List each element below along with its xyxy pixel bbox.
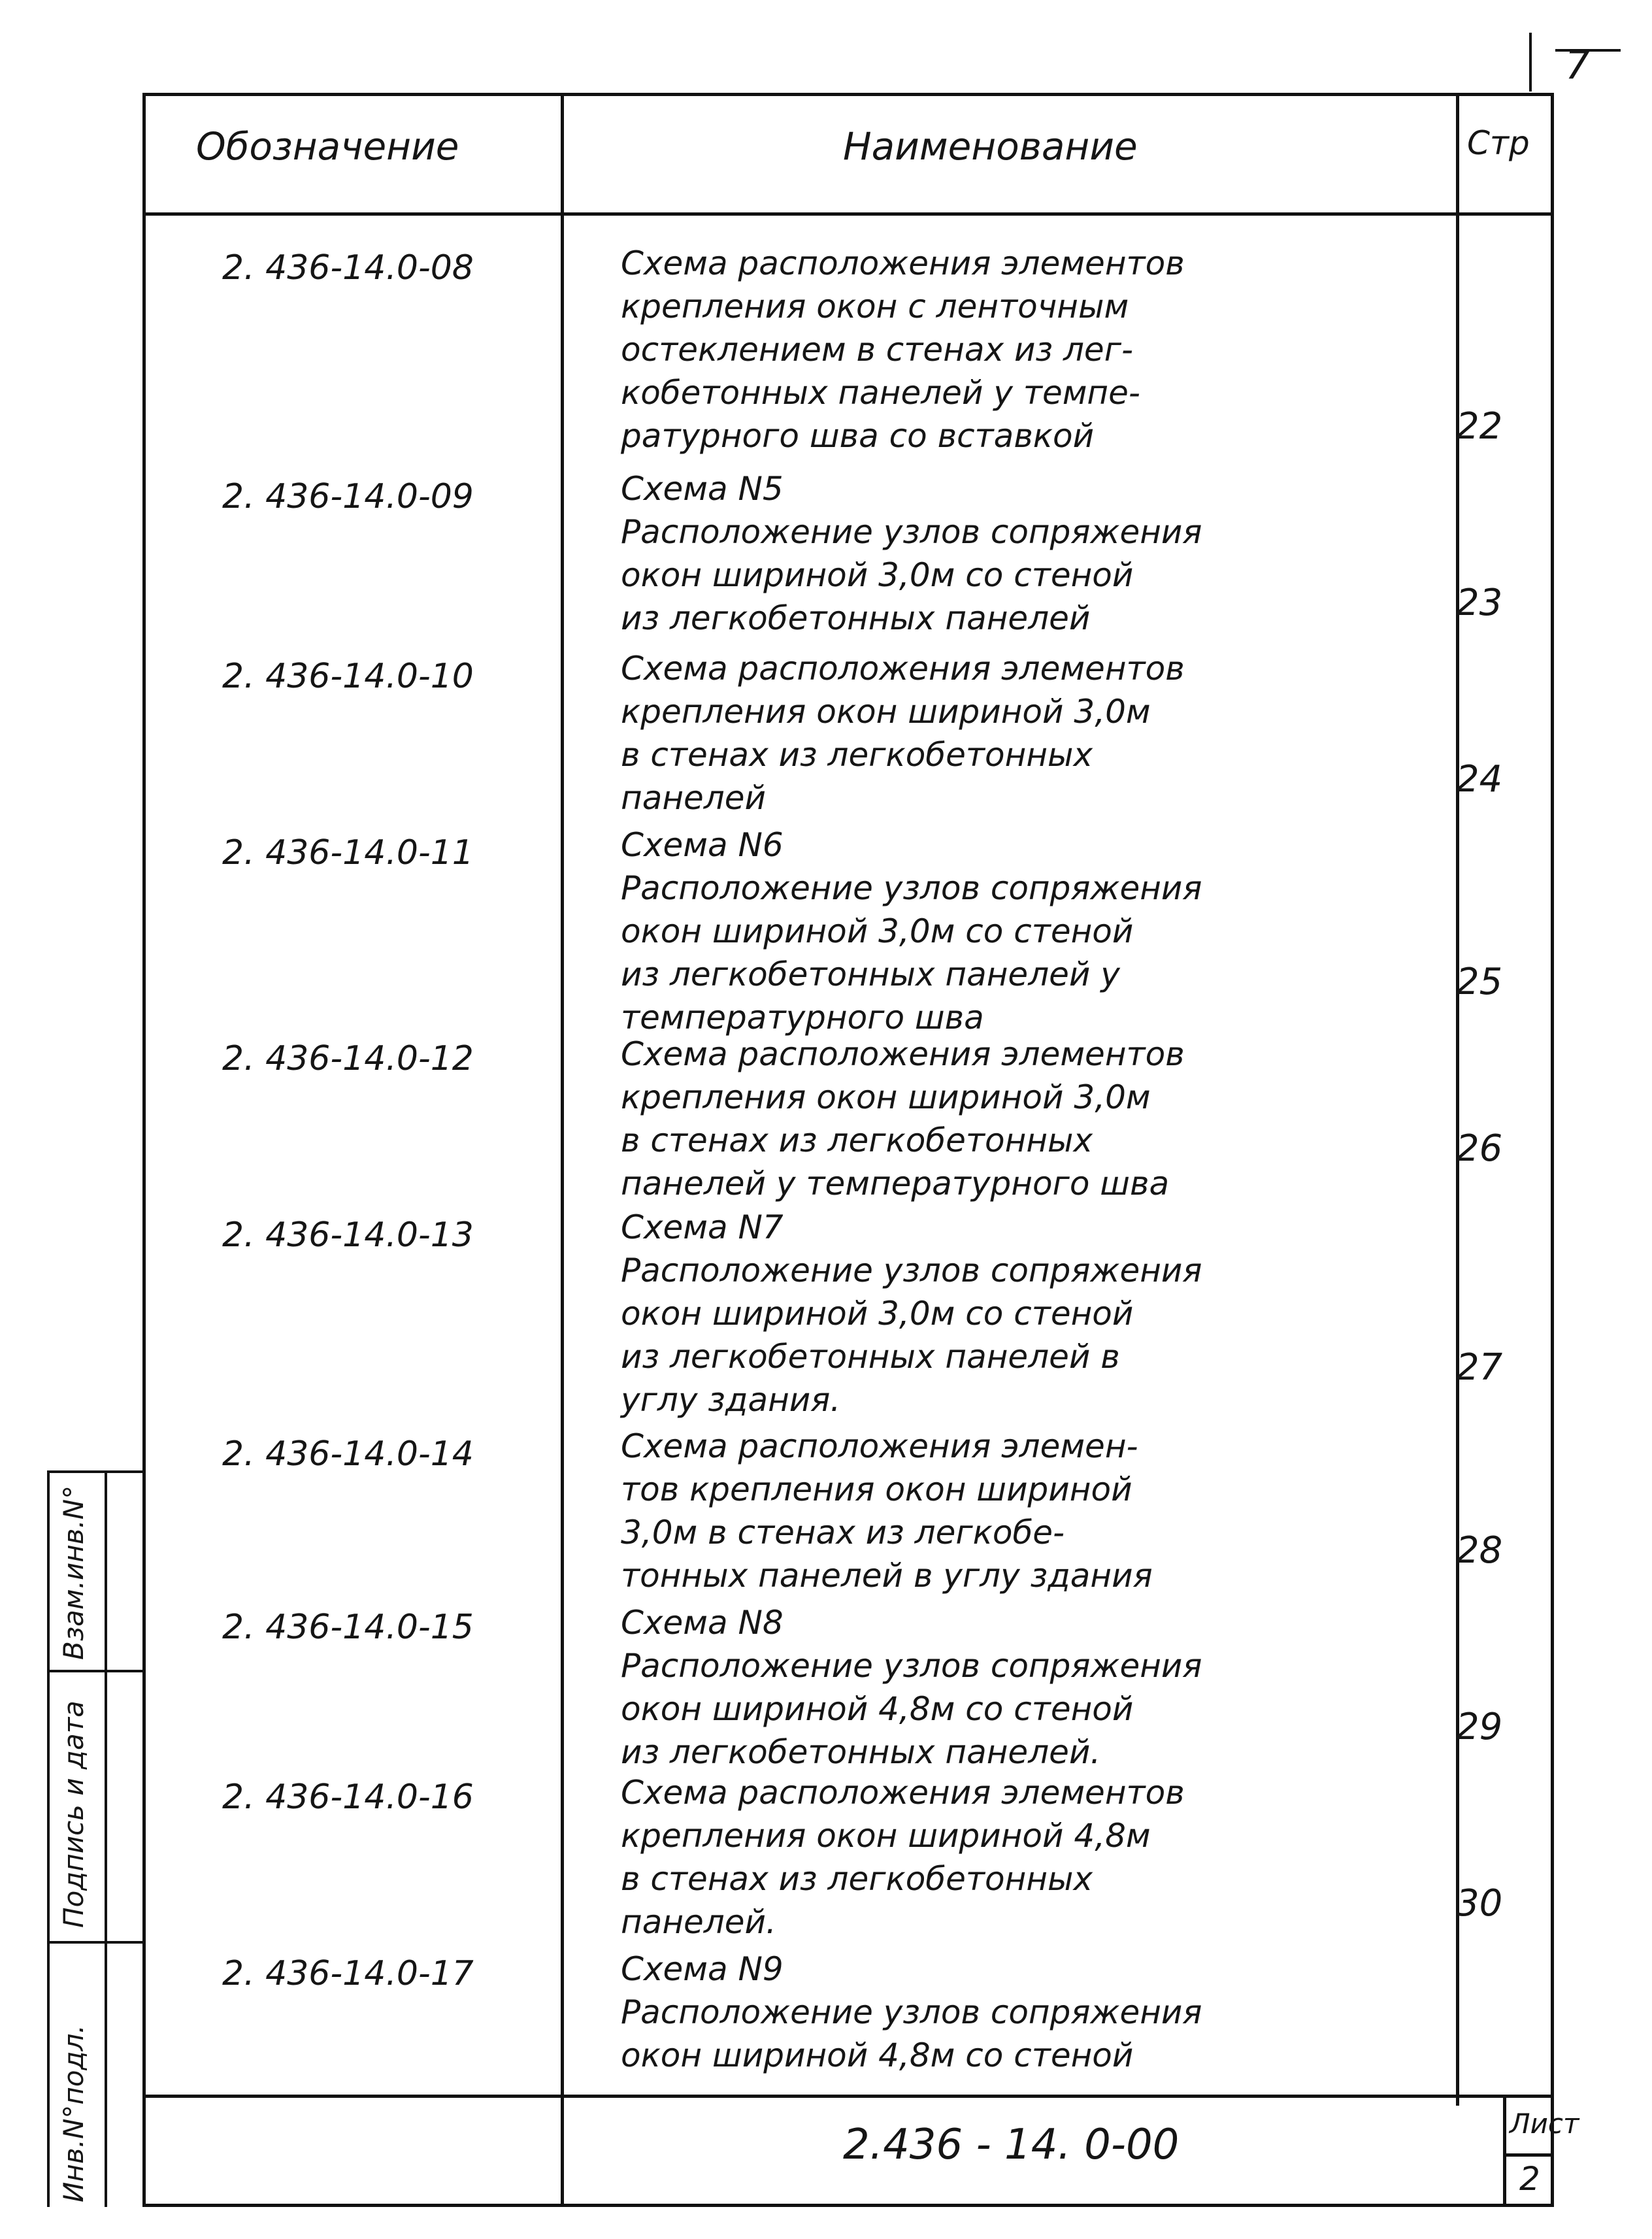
row-name-line: окон шириной 3,0м со стеной	[621, 556, 1134, 594]
row-name-line: в стенах из легкобетонных	[621, 1121, 1093, 1159]
row-page: 27	[1456, 1346, 1503, 1389]
row-name-line: крепления окон шириной 4,8м	[621, 1817, 1151, 1855]
row-name-line: из легкобетонных панелей.	[621, 1733, 1101, 1771]
row-code: 2. 436-14.0-15	[222, 1608, 474, 1647]
row-name	[621, 647, 1438, 820]
row-name-line: тонных панелей в углу здания	[621, 1557, 1153, 1595]
row-name-line: остеклением в стенах из лег-	[621, 331, 1134, 369]
row-name	[621, 1206, 1438, 1421]
binding-strip-line	[105, 1470, 107, 2207]
row-code: 2. 436-14.0-09	[222, 477, 474, 516]
row-name	[621, 1033, 1438, 1205]
row-code: 2. 436-14.0-10	[222, 657, 474, 696]
sheet-cell-divider	[1503, 2153, 1554, 2157]
row-name-line: окон шириной 4,8м со стеной	[621, 2036, 1134, 2074]
row-name-line: Схема расположения элементов	[621, 1035, 1185, 1073]
row-name-line: Схема N8	[621, 1604, 784, 1642]
row-name-line: Расположение узлов сопряжения	[621, 869, 1202, 907]
sheet-label: Лист	[1510, 2108, 1579, 2140]
row-name-line: Схема расположения элементов	[621, 1774, 1185, 1812]
footer-divider	[142, 2095, 1554, 2098]
row-name-line: панелей.	[621, 1903, 776, 1941]
footer-doc-code: 2.436 - 14. 0-00	[843, 2121, 1180, 2169]
row-name-line: Схема расположения элемен-	[621, 1427, 1138, 1465]
binding-strip-divider-2	[47, 1670, 142, 1672]
row-name-line: Схема расположения элементов	[621, 650, 1185, 688]
row-code: 2. 436-14.0-13	[222, 1216, 474, 1255]
row-name-line: Схема N7	[621, 1208, 784, 1246]
row-name-line: в стенах из легкобетонных	[621, 736, 1093, 774]
row-name-line: в стенах из легкобетонных	[621, 1860, 1093, 1898]
row-page: 28	[1456, 1529, 1503, 1572]
binding-strip-outer	[47, 1470, 50, 2207]
row-name	[621, 1948, 1438, 2077]
row-name-line: из легкобетонных панелей у	[621, 955, 1120, 993]
row-name	[621, 1601, 1438, 1774]
row-name-line: Расположение узлов сопряжения	[621, 1993, 1202, 2031]
row-name-line: крепления окон с ленточным	[621, 288, 1129, 325]
corner-mark-text: 7	[1565, 42, 1591, 88]
column-divider-code	[561, 93, 564, 2207]
binding-strip-divider-3	[47, 1941, 142, 1944]
row-name	[621, 467, 1438, 640]
sidebar-inv-dup-label: Взам.инв.N°	[58, 1485, 90, 1660]
row-name-line: из легкобетонных панелей в	[621, 1338, 1120, 1376]
row-name-line: окон шириной 4,8м со стеной	[621, 1690, 1134, 1728]
sidebar-inv-orig-label: Инв.N°подл.	[58, 2025, 90, 2202]
row-name-line: панелей	[621, 779, 766, 817]
row-name	[621, 1771, 1438, 1944]
row-name-line: Схема расположения элементов	[621, 244, 1185, 282]
header-designation: Обозначение	[196, 124, 459, 169]
row-name-line: тов крепления окон шириной	[621, 1470, 1132, 1508]
row-name-line: крепления окон шириной 3,0м	[621, 693, 1151, 731]
row-page: 29	[1456, 1706, 1503, 1748]
sidebar-sign-date-label: Подпись и дата	[58, 1700, 90, 1928]
row-name-line: Схема N9	[621, 1950, 784, 1988]
row-code: 2. 436-14.0-12	[222, 1039, 474, 1078]
row-name-line: окон шириной 3,0м со стеной	[621, 912, 1134, 950]
row-name	[621, 1425, 1438, 1597]
row-code: 2. 436-14.0-16	[222, 1778, 474, 1817]
row-code: 2. 436-14.0-08	[222, 248, 474, 288]
row-name-line: крепления окон шириной 3,0м	[621, 1078, 1151, 1116]
row-name	[621, 823, 1438, 1039]
sheet-number: 2	[1519, 2160, 1540, 2198]
row-name-line: ратурного шва со вставкой	[621, 417, 1095, 455]
corner-mark	[1529, 26, 1627, 91]
row-name-line: температурного шва	[621, 999, 984, 1037]
header-divider	[142, 212, 1554, 216]
sheet-cell-left	[1503, 2095, 1506, 2207]
row-name-line: панелей у температурного шва	[621, 1165, 1170, 1202]
header-page: Стр	[1467, 124, 1530, 162]
row-code: 2. 436-14.0-14	[222, 1435, 474, 1474]
row-name-line: Расположение узлов сопряжения	[621, 513, 1202, 551]
column-divider-page	[1456, 93, 1459, 2106]
row-page: 30	[1456, 1882, 1503, 1925]
row-name-line: кобетонных панелей у темпе-	[621, 374, 1140, 412]
row-page: 25	[1456, 961, 1503, 1003]
row-name-line: Расположение узлов сопряжения	[621, 1647, 1202, 1685]
row-code: 2. 436-14.0-17	[222, 1954, 474, 1993]
row-name-line: Схема N5	[621, 470, 784, 508]
row-page: 24	[1456, 758, 1503, 801]
header-name: Наименование	[843, 124, 1138, 169]
row-name-line: углу здания.	[621, 1381, 841, 1419]
row-page: 26	[1456, 1127, 1503, 1170]
row-page: 22	[1456, 405, 1503, 448]
row-name-line: окон шириной 3,0м со стеной	[621, 1295, 1134, 1333]
row-name	[621, 242, 1438, 457]
row-name-line: 3,0м в стенах из легкобе-	[621, 1514, 1065, 1551]
binding-strip-divider-1	[47, 1470, 142, 1473]
row-name-line: из легкобетонных панелей	[621, 599, 1091, 637]
row-name-line: Схема N6	[621, 826, 784, 864]
row-code: 2. 436-14.0-11	[222, 833, 474, 872]
row-page: 23	[1456, 582, 1503, 624]
row-name-line: Расположение узлов сопряжения	[621, 1252, 1202, 1289]
